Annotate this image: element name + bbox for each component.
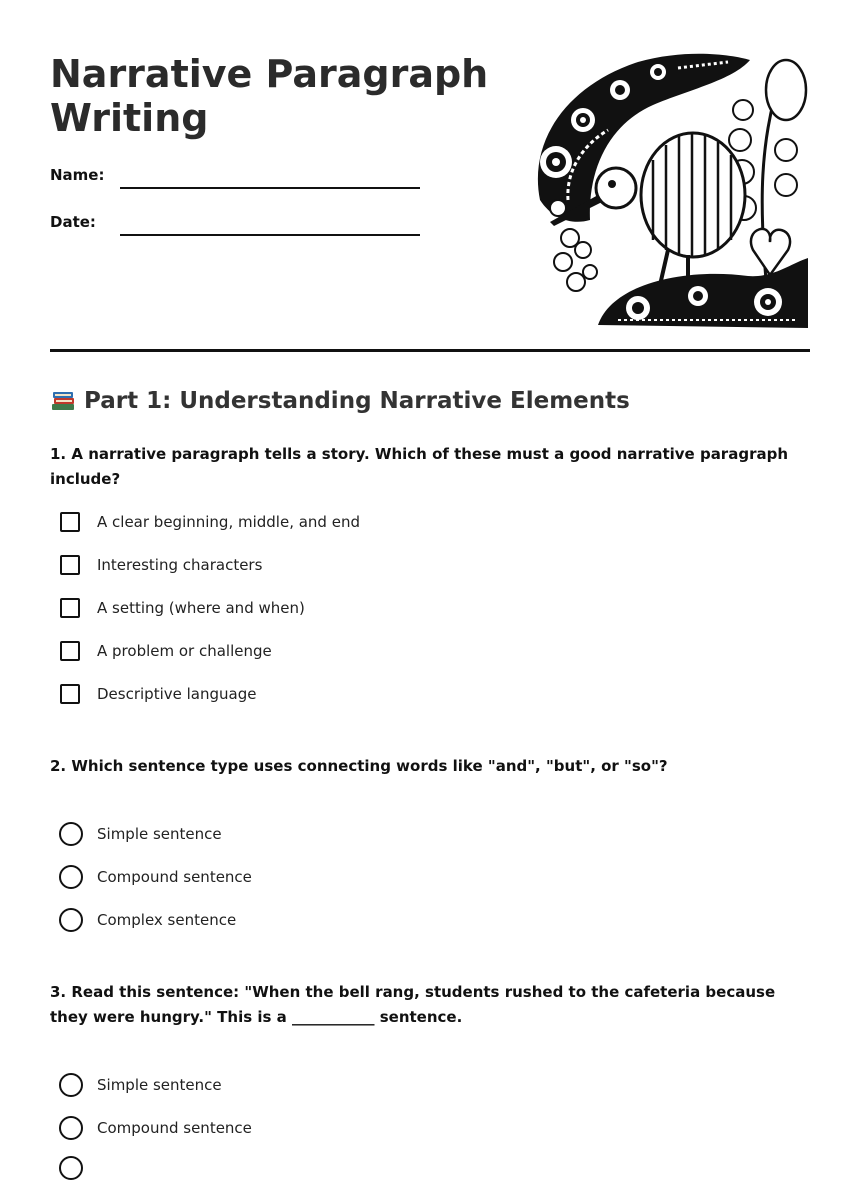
checkbox[interactable] — [60, 641, 80, 661]
q1-option-2[interactable] — [60, 552, 262, 578]
option-label: A clear beginning, middle, and end — [97, 513, 360, 531]
q2-option-2[interactable] — [60, 864, 252, 890]
page-title: Narrative Paragraph Writing — [50, 52, 489, 140]
option-label: A setting (where and when) — [97, 599, 305, 617]
q3-option-3-partial[interactable] — [60, 1155, 83, 1181]
name-field[interactable] — [120, 187, 420, 189]
radio-button[interactable] — [59, 822, 83, 846]
date-label: Date: — [50, 213, 96, 231]
option-label: Complex sentence — [97, 911, 237, 929]
checkbox[interactable] — [60, 684, 80, 704]
header-divider — [50, 349, 810, 352]
option-label: Compound sentence — [97, 1119, 252, 1137]
name-label: Name: — [50, 166, 105, 184]
option-label: Simple sentence — [97, 825, 222, 843]
q2-option-1[interactable] — [60, 821, 222, 847]
radio-button[interactable] — [59, 1073, 83, 1097]
section-heading — [50, 388, 630, 414]
checkbox[interactable] — [60, 555, 80, 575]
q1-option-3[interactable] — [60, 595, 305, 621]
checkbox[interactable] — [60, 512, 80, 532]
checkbox[interactable] — [60, 598, 80, 618]
radio-button[interactable] — [59, 908, 83, 932]
q1-option-5[interactable] — [60, 681, 256, 707]
ground-wave-ornament — [598, 258, 808, 328]
question-1-text: 1. A narrative paragraph tells a story. Which of these must a good narrative paragraph include? — [50, 445, 789, 488]
option-label: Compound sentence — [97, 868, 252, 886]
option-label: Descriptive language — [97, 685, 257, 703]
books-icon — [50, 388, 76, 412]
kiwi-bird-illustration — [528, 50, 810, 330]
question-2-text: 2. Which sentence type uses connecting words like "and", "but", or "so"? — [50, 757, 668, 775]
radio-button[interactable] — [59, 1116, 83, 1140]
radio-button[interactable] — [59, 865, 83, 889]
q3-option-2[interactable] — [60, 1115, 252, 1141]
date-field[interactable] — [120, 234, 420, 236]
option-label: A problem or challenge — [97, 642, 272, 660]
option-label: Simple sentence — [97, 1076, 222, 1094]
radio-button[interactable] — [59, 1156, 83, 1180]
option-label: Interesting characters — [97, 556, 263, 574]
q2-option-3[interactable] — [60, 907, 236, 933]
q3-option-1[interactable] — [60, 1072, 222, 1098]
q1-option-4[interactable] — [60, 638, 272, 664]
q1-option-1[interactable] — [60, 509, 360, 535]
question-3-text: 3. Read this sentence: "When the bell rang, students rushed to the cafeteria because they were hungry." This is a ___________ sentence. — [50, 983, 776, 1026]
section-heading-text: Part 1: Understanding Narrative Elements — [84, 388, 630, 414]
